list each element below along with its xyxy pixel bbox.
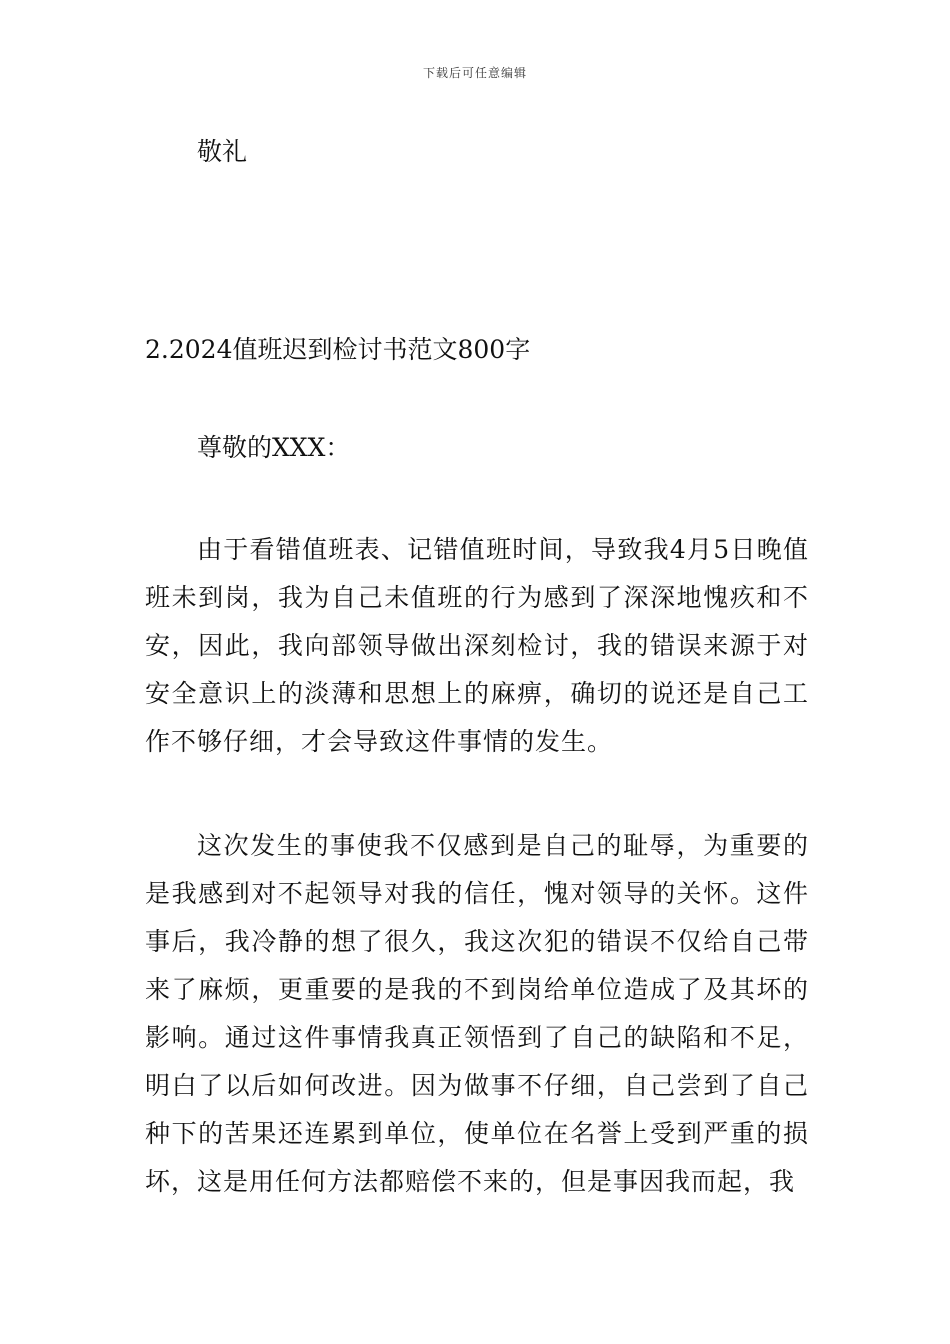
page-header: 下载后可任意编辑: [422, 66, 527, 80]
body-paragraph-2: 这次发生的事使我不仅感到是自己的耻辱，为重要的是我感到对不起领导对我的信任，愧对领导的关怀。这件事后，我冷静的想了很久，我这次犯的错误不仅给自己带来了麻烦，更重要的是我的不到岗给单位造成了及其坏的影响。通过这件事情我真正领悟到了自己的缺陷和不足，明白了以后如何改进。因为做事不仔细，自己尝到了自己种下的苦果还连累到单位，使单位在名誉上受到严重的损坏，这是用任何方法都赔偿不来的，但是事因我而起，我: [145, 831, 809, 1196]
salutation: 尊敬的XXX：: [197, 433, 351, 462]
closing-regards: 敬礼: [197, 137, 248, 166]
section-heading: 2.2024值班迟到检讨书范文800字: [145, 335, 531, 364]
body-paragraph-1: 由于看错值班表、记错值班时间，导致我4月5日晚值班未到岗，我为自己未值班的行为感到了深深地愧疚和不安，因此，我向部领导做出深刻检讨，我的错误来源于对安全意识上的淡薄和思想上的麻痹，确切的说还是自己工作不够仔细，才会导致这件事情的发生。: [145, 535, 809, 756]
